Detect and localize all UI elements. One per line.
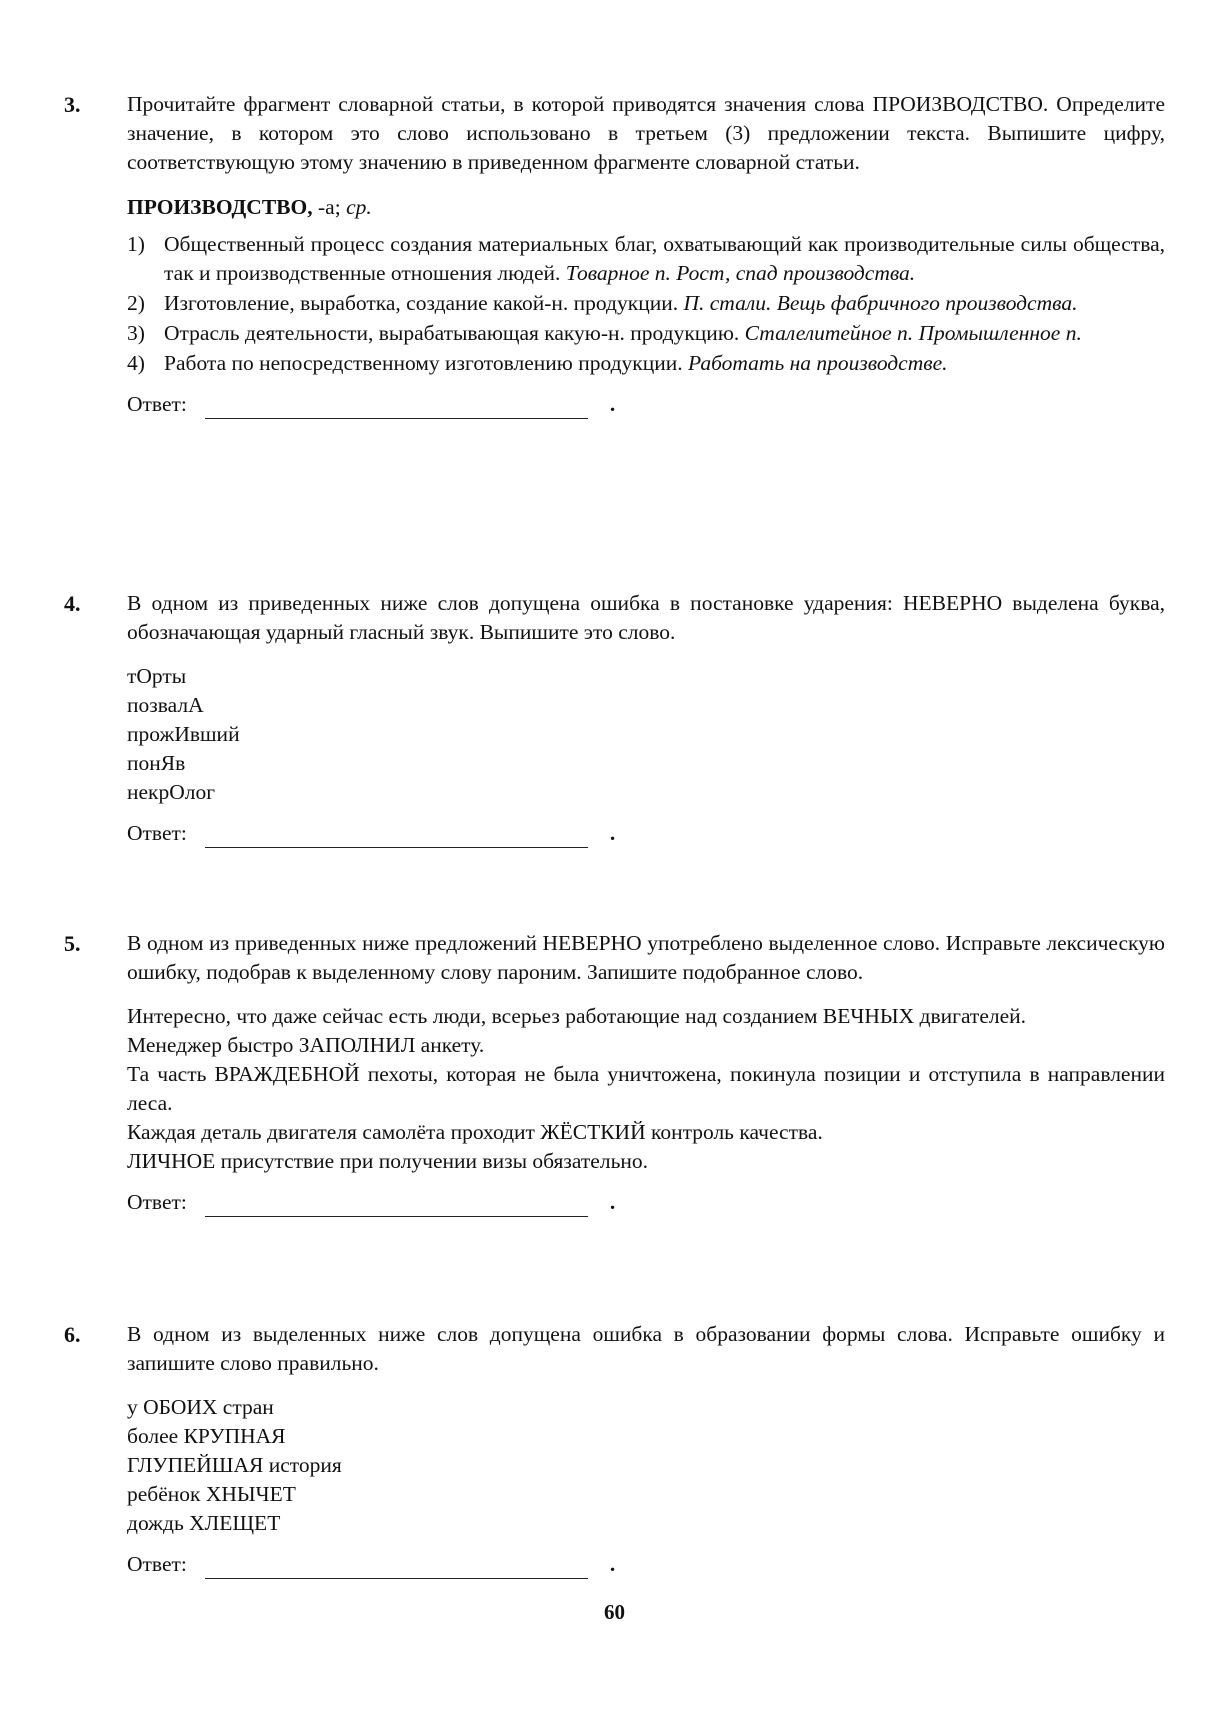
sentence-item: Менеджер быстро ЗАПОЛНИЛ анкету. xyxy=(127,1033,485,1057)
word-item: некрОлог xyxy=(127,780,216,804)
meaning-example: Работать на производстве. xyxy=(688,351,948,375)
answer-row xyxy=(127,1188,1165,1217)
meaning-number: 1) xyxy=(127,232,145,256)
meaning-example: Товарное п. Рост, спад производства. xyxy=(565,261,916,285)
meaning-item xyxy=(127,349,1165,378)
word-item: понЯв xyxy=(127,751,186,775)
answer-line[interactable] xyxy=(205,398,588,419)
task-instruction: Прочитайте фрагмент словарной статьи, в которой приводятся значения слова ПРОИЗВОДСТВО. Определите значение, в котором это слово использовано в третьем (3) предложении текста. Выпишите цифру, соответствующую этому значению в приведенном фрагменте словарной статьи. xyxy=(127,92,1165,174)
meaning-example: Сталелитейное п. Промышленное п. xyxy=(744,321,1082,345)
meaning-number: 4) xyxy=(127,351,145,375)
word-item: тОрты xyxy=(127,664,187,688)
task-body xyxy=(127,589,1165,848)
phrase-item: более КРУПНАЯ xyxy=(127,1424,286,1448)
answer-label: Ответ: xyxy=(127,821,187,845)
task-body xyxy=(127,929,1165,1217)
phrase-item: ГЛУПЕЙШАЯ история xyxy=(127,1453,342,1477)
meaning-item xyxy=(127,230,1165,288)
grammar-note: -а; xyxy=(312,195,347,219)
task-number: 4. xyxy=(64,591,81,616)
meaning-number: 2) xyxy=(127,291,145,315)
meaning-text: Изготовление, выработка, создание какой-н. продукции. xyxy=(164,291,684,315)
answer-row xyxy=(127,819,1165,848)
word-item: позвалА xyxy=(127,693,204,717)
phrase-item: ребёнок ХНЫЧЕТ xyxy=(127,1482,296,1506)
meaning-item xyxy=(127,289,1165,318)
word-item: прожИвший xyxy=(127,722,240,746)
sentence-item: Каждая деталь двигателя самолёта проходит ЖЁСТКИЙ контроль качества. xyxy=(127,1120,823,1144)
task-body xyxy=(127,1320,1165,1579)
phrase-item: дождь ХЛЕЩЕТ xyxy=(127,1511,281,1535)
headword: ПРОИЗВОДСТВО, xyxy=(127,195,313,219)
meaning-number: 3) xyxy=(127,321,145,345)
meaning-text: Работа по непосредственному изготовлению продукции. xyxy=(164,351,689,375)
answer-label: Ответ: xyxy=(127,1552,187,1576)
phrase-list xyxy=(127,1393,1165,1538)
meanings-list xyxy=(127,230,1165,378)
task-number: 6. xyxy=(64,1322,81,1347)
answer-dot: . xyxy=(609,1552,616,1576)
task-body xyxy=(127,90,1165,419)
phrase-item: у ОБОИХ стран xyxy=(127,1395,274,1419)
answer-label: Ответ: xyxy=(127,1190,187,1214)
meaning-item xyxy=(127,319,1165,348)
sentence-item: Та часть ВРАЖДЕБНОЙ пехоты, которая не была уничтожена, покинула позиции и отступила в направлении леса. xyxy=(127,1062,1165,1115)
answer-row xyxy=(127,390,1165,419)
answer-dot: . xyxy=(609,821,616,845)
task-instruction: В одном из приведенных ниже слов допущена ошибка в постановке ударения: НЕВЕРНО выделена буква, обозначающая ударный гласный звук. Выпишите это слово. xyxy=(127,591,1165,644)
sentence-list xyxy=(127,1002,1165,1176)
word-list xyxy=(127,662,1165,807)
sentence-item: Интересно, что даже сейчас есть люди, всерьез работающие над созданием ВЕЧНЫХ двигателей. xyxy=(127,1004,1027,1028)
meaning-text: Отрасль деятельности, вырабатывающая какую-н. продукцию. xyxy=(164,321,745,345)
answer-line[interactable] xyxy=(205,827,588,848)
answer-line[interactable] xyxy=(205,1558,588,1579)
task-number: 5. xyxy=(64,931,81,956)
answer-row xyxy=(127,1550,1165,1579)
answer-line[interactable] xyxy=(205,1196,588,1217)
page-number: 60 xyxy=(604,1600,625,1624)
gender-note: ср. xyxy=(346,195,372,219)
sentence-item: ЛИЧНОЕ присутствие при получении визы обязательно. xyxy=(127,1149,649,1173)
meaning-example: П. стали. Вещь фабричного производства. xyxy=(683,291,1078,315)
answer-dot: . xyxy=(609,392,616,416)
answer-label: Ответ: xyxy=(127,392,187,416)
dictionary-headword-line xyxy=(127,193,1165,222)
task-instruction: В одном из приведенных ниже предложений НЕВЕРНО употреблено выделенное слово. Исправьте лексическую ошибку, подобрав к выделенному слову пароним. Запишите подобранное слово. xyxy=(127,931,1165,984)
meaning-text: Общественный процесс создания материальных благ, охватывающий как производительные силы общества, так и производственные отношения людей. xyxy=(164,232,1165,285)
task-instruction: В одном из выделенных ниже слов допущена ошибка в образовании формы слова. Исправьте ошибку и запишите слово правильно. xyxy=(127,1322,1165,1375)
answer-dot: . xyxy=(609,1190,616,1214)
task-number: 3. xyxy=(64,92,81,117)
